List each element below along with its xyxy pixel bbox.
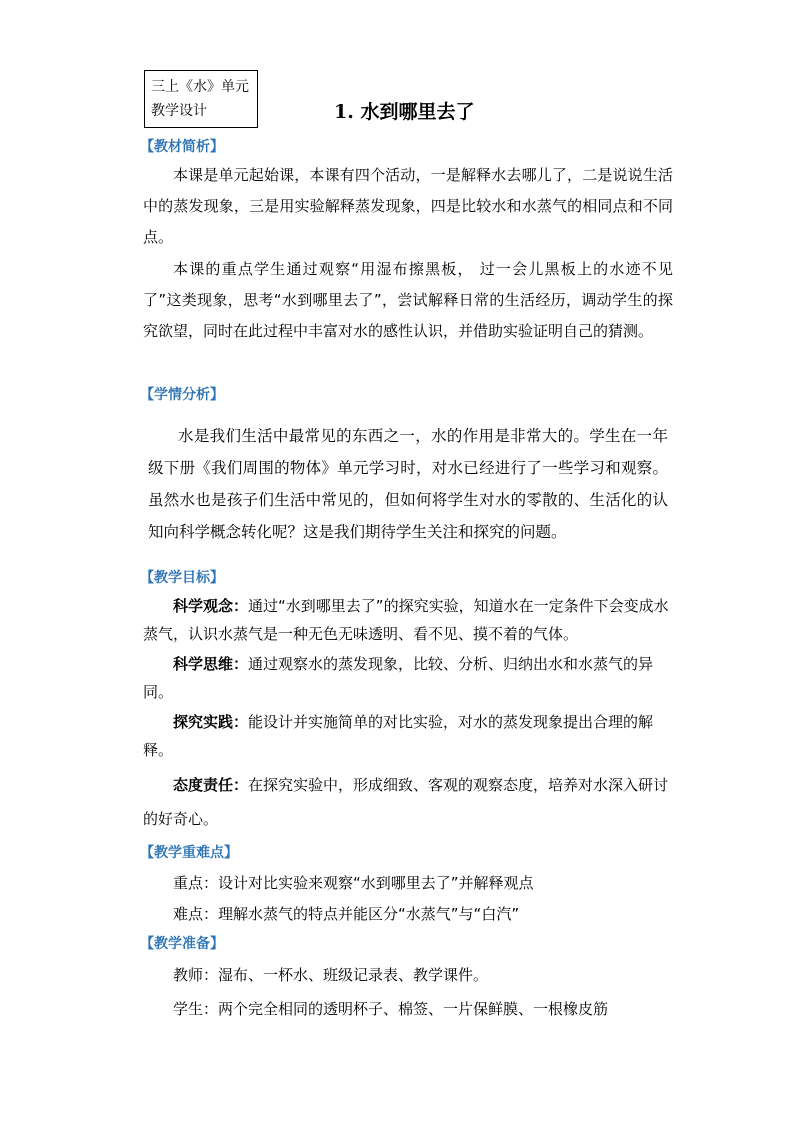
section-heading-goals: 【教学目标】 <box>140 570 224 586</box>
goal-separator: ： <box>233 776 249 794</box>
goal-separator: ： <box>233 713 249 731</box>
section-heading-students: 【学情分析】 <box>140 387 224 403</box>
goal-science-concept <box>143 592 673 648</box>
goal-attitude <box>143 768 673 836</box>
textbook-paragraph-2: 本课的重点学生通过观察“用湿布擦黑板， 过一会儿黑板上的水迹不见了”这类现象，思考“水到哪里去了”，尝试解释日常的生活经历，调动学生的探究欲望，同时在此过程中丰富对水的感性认识，并借助实验证明自己的猜测。 <box>143 260 673 340</box>
goal-label: 科学思维 <box>173 655 234 673</box>
goal-text: 在探究实验中，形成细致、客观的观察态度，培养对水深入研讨的好奇心。 <box>143 776 669 828</box>
key-point-focus: 重点：设计对比实验来观察“水到哪里去了”并解释观点 <box>173 874 534 892</box>
goal-science-thinking <box>143 650 673 706</box>
preparation-student: 学生：两个完全相同的透明杯子、棉签、一片保鲜膜、一根橡皮筋 <box>173 1000 609 1018</box>
goal-inquiry-practice <box>143 708 673 764</box>
goal-text: 通过观察水的蒸发现象，比较、分析、归纳出水和水蒸气的异同。 <box>143 655 654 701</box>
unit-label-box: 三上《水》单元教学设计 <box>144 70 258 128</box>
students-paragraph: 水是我们生活中最常见的东西之一，水的作用是非常大的。学生在一年级下册《我们周围的物体》单元学习时，对水已经进行了一些学习和观察。虽然水也是孩子们生活中常见的，但如何将学生对水的零散的、生活化的认知向科学概念转化呢？这是我们期待学生关注和探究的问题。 <box>148 427 668 541</box>
goal-separator: ： <box>233 597 249 615</box>
goal-label: 态度责任 <box>173 776 234 794</box>
goal-label: 科学观念 <box>173 597 234 615</box>
preparation-teacher: 教师：湿布、一杯水、班级记录表、教学课件。 <box>173 966 489 984</box>
page-title: 1. 水到哪里去了 <box>334 101 475 123</box>
goal-text: 能设计并实施简单的对比实验，对水的蒸发现象提出合理的解释。 <box>143 713 654 759</box>
section-heading-key-points: 【教学重难点】 <box>140 845 238 861</box>
goal-text: 通过“水到哪里去了”的探究实验，知道水在一定条件下会变成水蒸气，认识水蒸气是一种无色无味透明、看不见、摸不着的气体。 <box>143 597 669 643</box>
key-point-difficulty: 难点：理解水蒸气的特点并能区分“水蒸气”与“白汽” <box>173 905 520 923</box>
section-heading-preparation: 【教学准备】 <box>140 936 224 952</box>
textbook-paragraph-1: 本课是单元起始课，本课有四个活动，一是解释水去哪儿了，二是说说生活中的蒸发现象，三是用实验解释蒸发现象，四是比较水和水蒸气的相同点和不同点。 <box>143 166 673 246</box>
goal-label: 探究实践 <box>173 713 234 731</box>
goal-separator: ： <box>233 655 249 673</box>
section-heading-textbook: 【教材简析】 <box>140 139 224 155</box>
